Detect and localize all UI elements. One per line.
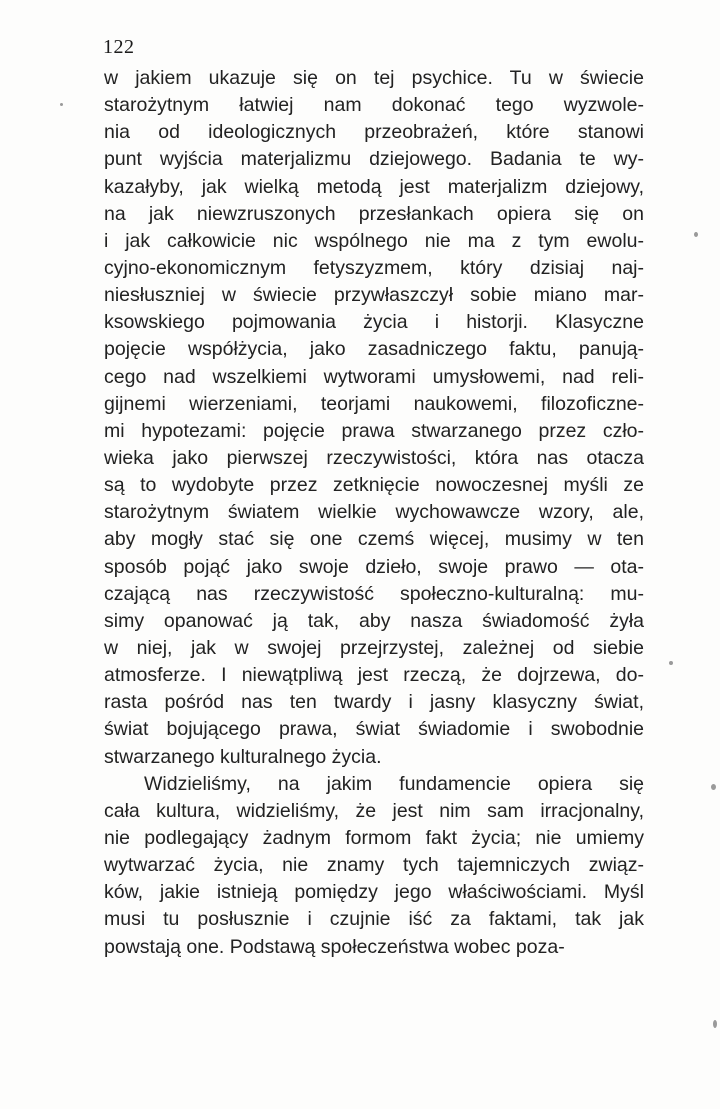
- text-line: powstają one. Podstawą społeczeństwa wobec poza-: [104, 935, 565, 958]
- text-line: Widzieliśmy, na jakim fundamencie opiera się: [144, 772, 644, 795]
- text-line: sposób pojąć jako swoje dzieło, swoje prawo — ota-: [104, 555, 644, 578]
- paper-speck: [669, 661, 673, 665]
- text-line: czającą nas rzeczywistość społeczno-kulturalną: mu-: [104, 582, 644, 605]
- text-line: cała kultura, widzieliśmy, że jest nim sam irracjonalny,: [104, 799, 644, 822]
- text-line: w jakiem ukazuje się on tej psychice. Tu w świecie: [104, 67, 644, 89]
- text-line: niesłuszniej w świecie przywłaszczył sobie miano mar-: [104, 284, 644, 307]
- text-line: pojęcie współżycia, jako zasadniczego faktu, panują-: [104, 338, 644, 361]
- text-line: atmosferze. I niewątpliwą jest rzeczą, że dojrzewa, do-: [104, 664, 644, 687]
- paper-speck: [711, 784, 716, 790]
- text-line: na jak niewzruszonych przesłankach opiera się on: [104, 202, 644, 225]
- text-line: nie podlegający żadnym formom fakt życia; nie umiemy: [104, 826, 644, 849]
- paper-speck: [713, 1020, 717, 1028]
- text-line: mi hypotezami: pojęcie prawa stwarzanego przez czło-: [104, 419, 644, 442]
- text-line: wieka jako pierwszej rzeczywistości, która nas otacza: [104, 446, 644, 469]
- text-line: rasta pośród nas ten twardy i jasny klasyczny świat,: [104, 691, 644, 714]
- text-line: gijnemi wierzeniami, teorjami naukowemi, filozoficzne-: [104, 392, 644, 415]
- page-number: 122: [103, 36, 135, 58]
- body-text: [104, 65, 644, 961]
- paper-speck: [694, 232, 698, 237]
- text-line: świat bojującego prawa, świat świadomie i swobodnie: [104, 718, 644, 741]
- text-line: ksowskiego pojmowania życia i historji. Klasyczne: [104, 311, 644, 334]
- text-line: i jak całkowicie nic wspólnego nie ma z tym ewolu-: [104, 229, 644, 252]
- text-line: ków, jakie istnieją pomiędzy jego właściwościami. Myśl: [104, 881, 644, 904]
- text-line: cyjno-ekonomicznym fetyszyzmem, który dzisiaj naj-: [104, 256, 644, 279]
- text-line: wytwarzać życia, nie znamy tych tajemniczych związ-: [104, 854, 644, 877]
- text-line: punt wyjścia materjalizmu dziejowego. Badania te wy-: [104, 148, 644, 171]
- text-line: starożytnym światem wielkie wychowawcze wzory, ale,: [104, 501, 644, 524]
- text-line: w niej, jak w swojej przejrzystej, zależnej od siebie: [104, 636, 644, 659]
- text-line: są to wydobyte przez zetknięcie nowoczesnej myśli ze: [104, 474, 644, 497]
- text-line: simy opanować ją tak, aby nasza świadomość żyła: [104, 609, 644, 632]
- text-line: nia od ideologicznych przeobrażeń, które stanowi: [104, 121, 644, 144]
- text-line: aby mogły stać się one czemś więcej, musimy w ten: [104, 528, 644, 551]
- text-line: musi tu posłusznie i czujnie iść za faktami, tak jak: [104, 908, 644, 931]
- text-line: stwarzanego kulturalnego życia.: [104, 745, 382, 768]
- text-line: starożytnym łatwiej nam dokonać tego wyzwole-: [104, 94, 644, 117]
- text-line: cego nad wszelkiemi wytworami umysłowemi, nad reli-: [104, 365, 644, 388]
- paper-speck: [60, 103, 63, 106]
- text-line: kazałyby, jak wielką metodą jest materjalizm dziejowy,: [104, 175, 644, 198]
